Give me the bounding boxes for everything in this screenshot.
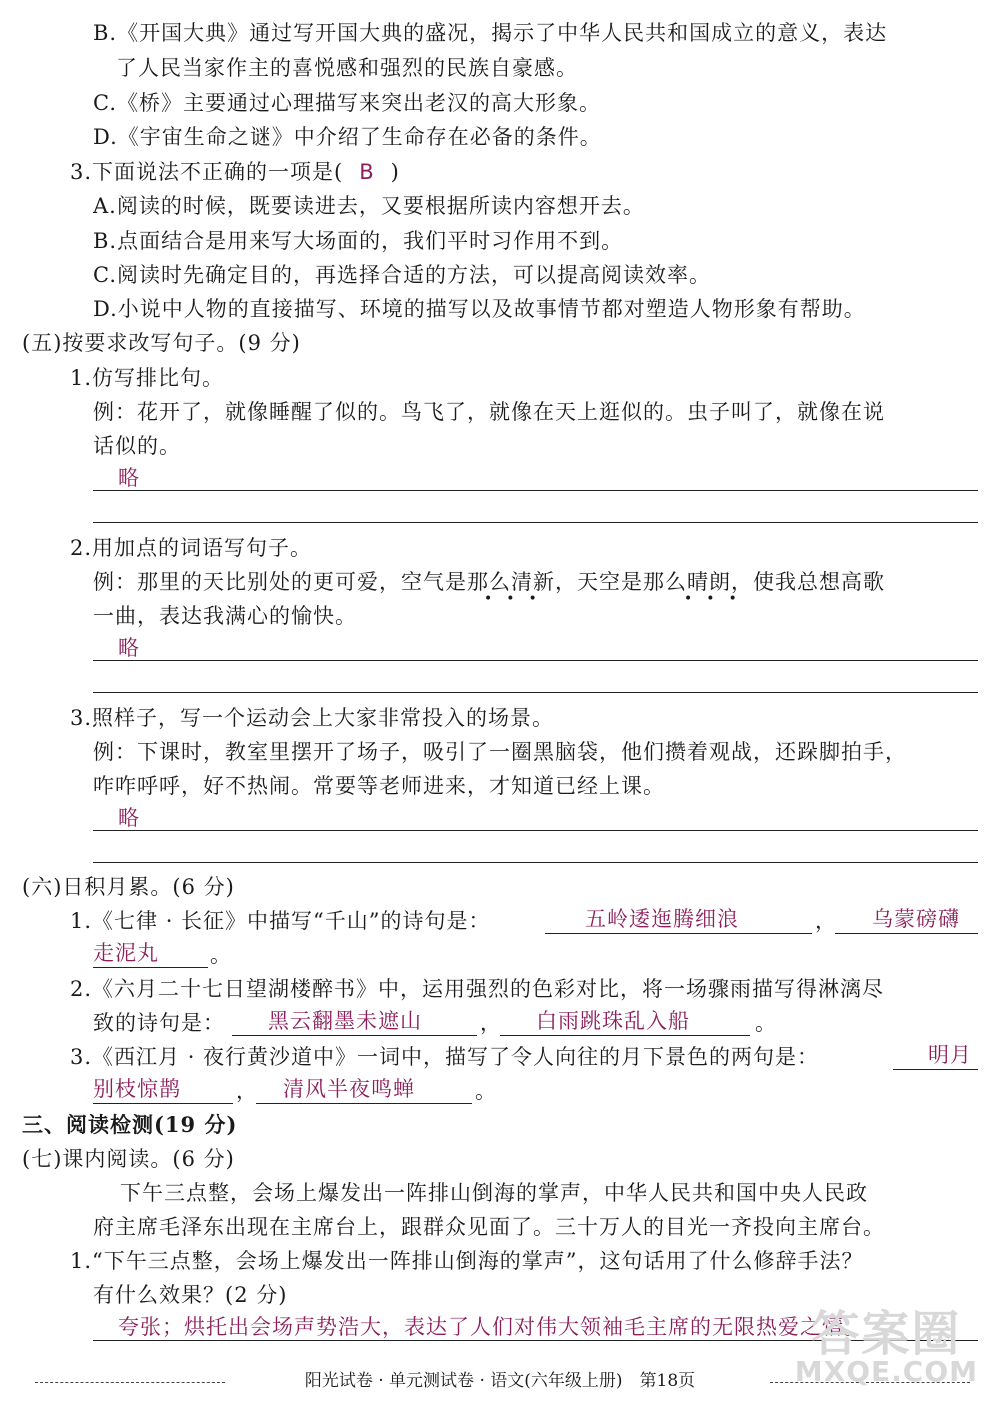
s5-q2-answer: 略: [118, 636, 140, 660]
watermark-url: MXQE.COM: [794, 1355, 978, 1388]
s6-q2-answer-2: 白雨跳珠乱入船: [536, 1009, 690, 1033]
emphasis-dots: •••: [684, 591, 751, 607]
answer-line: [93, 830, 978, 831]
q4-option-c: C.《桥》主要通过心理描写来突出老汉的高大形象。: [93, 91, 601, 115]
fill-blank-line: [835, 933, 978, 934]
page-footer: 阳光试卷 · 单元测试卷 · 语文(六年级上册) 第18页: [304, 1371, 696, 1391]
s7-q1-answer: 夸张；烘托出会场声势浩大，表达了人们对伟大领袖毛主席的无限热爱之情。: [118, 1315, 866, 1339]
s6-q3-answer-2: 清风半夜鸣蝉: [283, 1077, 415, 1101]
watermark-logo: [794, 1306, 978, 1388]
s5-q2-example: 例：那里的天比别处的更可爱，空气是那么清新，天空是那么晴朗，使我总想高歌: [93, 570, 885, 594]
s5-q3-example-cont: 咋咋呼呼，好不热闹。常要等老师进来，才知道已经上课。: [93, 774, 665, 798]
fill-blank-line: [93, 967, 208, 968]
section-3-title: 三、阅读检测(19 分): [22, 1112, 238, 1137]
fill-blank-line: [93, 1103, 233, 1104]
answer-line: [93, 692, 978, 693]
q3-option-d: D.小说中人物的直接描写、环境的描写以及故事情节都对塑造人物形象有帮助。: [93, 297, 866, 321]
q3-answer: B: [359, 160, 375, 184]
s5-q1-answer: 略: [118, 466, 140, 490]
answer-line: [93, 660, 978, 661]
fill-blank-line: [545, 933, 812, 934]
s5-q1-title: 1.仿写排比句。: [70, 366, 225, 390]
fill-blank-line: [893, 1069, 978, 1070]
s7-q1-stem-cont: 有什么效果？(2 分): [93, 1283, 288, 1307]
s7-q1-stem: 1.“下午三点整，会场上爆发出一阵排山倒海的掌声”，这句话用了什么修辞手法？: [70, 1249, 864, 1273]
s6-q3-answer-1b: 别枝惊鹊: [93, 1077, 181, 1101]
s5-q1-example-cont: 话似的。: [93, 434, 181, 458]
fill-blank-line: [500, 1035, 750, 1036]
q3-stem-text: 3.下面说法不正确的一项是(: [70, 160, 344, 184]
s6-q3-answer-1a: 明月: [928, 1043, 972, 1067]
s6-q1-end: 。: [210, 943, 232, 967]
s5-q3-title: 3.照样子，写一个运动会上大家非常投入的场景。: [70, 706, 555, 730]
q3-stem: [70, 157, 400, 187]
q3-option-a: A.阅读的时候，既要读进去，又要根据所读内容想开去。: [93, 194, 645, 218]
s5-q1-example: 例：花开了，就像睡醒了似的。鸟飞了，就像在天上逛似的。虫子叫了，就像在说: [93, 400, 885, 424]
section-7-title: (七)课内阅读。(6 分): [22, 1147, 235, 1171]
q4-option-d: D.《宇宙生命之谜》中介绍了生命存在必备的条件。: [93, 125, 602, 149]
answer-line: [93, 862, 978, 863]
emphasis-dots: •••: [484, 591, 551, 607]
s6-q3-sep: ，: [236, 1079, 258, 1103]
s6-q2-sep: ，: [480, 1011, 502, 1035]
s6-q2-stem-cont: 致的诗句是：: [93, 1011, 225, 1035]
q3-stem-close: ): [390, 160, 400, 184]
s5-q2-title: 2.用加点的词语写句子。: [70, 536, 313, 560]
s7-passage: 下午三点整，会场上爆发出一阵排山倒海的掌声，中华人民共和国中央人民政: [120, 1181, 868, 1205]
section-5-title: (五)按要求改写句子。(9 分): [22, 331, 301, 355]
s6-q3-end: 。: [475, 1079, 497, 1103]
s6-q2-answer-1: 黑云翻墨未遮山: [268, 1009, 422, 1033]
fill-blank-line: [232, 1035, 477, 1036]
q4-option-b: B.《开国大典》通过写开国大典的盛况，揭示了中华人民共和国成立的意义，表达: [93, 21, 888, 45]
answer-line: [93, 522, 978, 523]
answer-line: [93, 490, 978, 491]
fill-blank-line: [256, 1103, 472, 1104]
s5-q3-example: 例：下课时，教室里摆开了场子，吸引了一圈黑脑袋，他们攒着观战，还跺脚拍手，: [93, 740, 907, 764]
s6-q2-end: 。: [755, 1011, 777, 1035]
s5-q2-example-cont: 一曲，表达我满心的愉快。: [93, 604, 357, 628]
section-6-title: (六)日积月累。(6 分): [22, 875, 235, 899]
s6-q1-answer-1: 五岭逶迤腾细浪: [585, 907, 739, 931]
watermark-chars: 答案圈: [811, 1306, 962, 1362]
s6-q2-stem: 2.《六月二十七日望湖楼醉书》中，运用强烈的色彩对比，将一场骤雨描写得淋漓尽: [70, 977, 885, 1001]
s7-passage-cont: 府主席毛泽东出现在主席台上，跟群众见面了。三十万人的目光一齐投向主席台。: [93, 1215, 885, 1239]
s6-q1-sep: ，: [815, 909, 837, 933]
s5-q3-answer: 略: [118, 806, 140, 830]
s6-q1-answer-2b: 走泥丸: [93, 941, 159, 965]
q3-option-c: C.阅读时先确定目的，再选择合适的方法，可以提高阅读效率。: [93, 263, 711, 287]
q3-option-b: B.点面结合是用来写大场面的，我们平时习作用不到。: [93, 229, 624, 253]
s6-q1-answer-2a: 乌蒙磅礴: [872, 907, 960, 931]
s6-q1-stem: 1.《七律 · 长征》中描写“千山”的诗句是：: [70, 909, 491, 933]
s6-q3-stem: 3.《西江月 · 夜行黄沙道中》一词中，描写了令人向往的月下景色的两句是：: [70, 1045, 820, 1069]
q4-option-b-cont: 了人民当家作主的喜悦感和强烈的民族自豪感。: [116, 56, 578, 80]
